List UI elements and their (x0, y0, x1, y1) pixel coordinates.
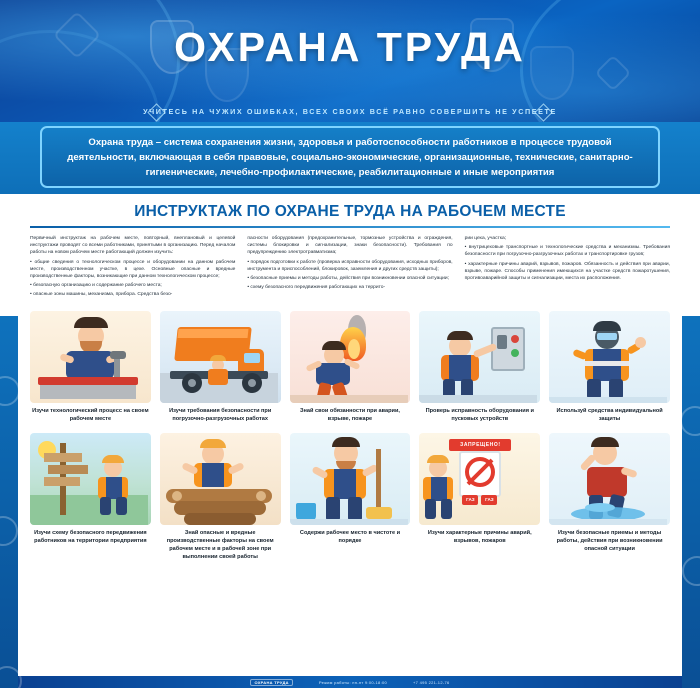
paragraph: рии цеха, участка; (464, 236, 507, 241)
decor-side-wave-2 (0, 516, 18, 546)
paragraph: • безопасные приемы и методы работы, действия при возникновении опасной ситуации; (247, 276, 449, 282)
spill-slip-hazard-icon (549, 433, 670, 525)
card-hazard-factors[interactable] (160, 433, 281, 561)
card-safe-methods[interactable] (549, 433, 670, 561)
card-caption: Изучи схему безопасного передвижения работников на территории предприятия (34, 529, 147, 544)
gas-prohibited-sign-icon: ЗАПРЕЩЕНО! ГАЗ ГАЗ (419, 433, 540, 525)
card-workbench[interactable] (30, 311, 151, 423)
decor-side-wave-3 (0, 666, 22, 696)
cards-row-1 (30, 311, 670, 423)
card-caption: Изучи безопасные приемы и методы работы, действия при возникновении опасной ситуации (556, 529, 663, 552)
worker-at-workbench-icon (30, 311, 151, 403)
poster-body (0, 194, 700, 688)
card-caption: Знай свои обязанности при аварии, взрыве, пожаре (300, 407, 400, 422)
definition-text: Охрана труда – система сохранения жизни, здоровья и работоспособности работников в процессе трудовой деятельности, включающая в себя правовые, социально-экономические, организационные, технические, санитарно-гигиенические, лечебно-профилактические, реабилитационные и иные мероприятия (40, 126, 660, 188)
card-caption: Изучи технологический процесс на своем рабочем месте (32, 407, 149, 422)
section-divider (30, 226, 670, 228)
header-subtitle: УЧИТЕСЬ НА ЧУЖИХ ОШИБКАХ, ВСЕХ СВОИХ ВСЁ РАВНО СОВЕРШИТЬ НЕ УСПЕЕТЕ (143, 107, 557, 116)
card-caption: Знай опасные и вредные производственные факторы на своем рабочем месте и в рабочей зоне при выполнении своей работы (166, 529, 274, 560)
paragraph: • порядок подготовки к работе (проверка исправности оборудования, исходных приборов, инструмента и приспособлений, блокировок, заземления и других средств защиты); (247, 259, 453, 272)
page-title: ОХРАНА ТРУДА (174, 24, 526, 70)
card-fire-emergency[interactable] (290, 311, 411, 423)
footer-logo: ОХРАНА ТРУДА (250, 679, 292, 686)
definition-band (0, 122, 700, 194)
instruction-column-3 (465, 235, 670, 301)
fire-running-worker-icon (290, 311, 411, 403)
decor-side-left (0, 316, 18, 688)
card-caption: Используй средства индивидуальной защиты (556, 407, 663, 422)
electric-panel-check-icon (419, 311, 540, 403)
card-caption: Изучи требования безопасности при погрузочно-разгрузочных работах (169, 407, 272, 422)
instruction-column-2 (247, 235, 452, 301)
decor-side-wave-1 (0, 376, 20, 406)
card-accident-causes[interactable] (419, 433, 540, 561)
decor-side-right (682, 316, 700, 688)
card-dump-truck[interactable] (160, 311, 281, 423)
footer-hours: Режим работы: пн-пт 9:00-18:00 (318, 679, 388, 685)
ppe-welder-icon (549, 311, 670, 403)
card-ppe[interactable] (549, 311, 670, 423)
card-equipment-check[interactable] (419, 311, 540, 423)
card-route-scheme[interactable] (30, 433, 151, 561)
decor-side-wave-5 (682, 556, 700, 586)
footer-phone: +7 495 221-12-76 (413, 679, 450, 685)
poster-header (0, 0, 700, 122)
dump-truck-icon (160, 311, 281, 403)
instruction-columns (30, 235, 670, 301)
paragraph: • внутрицеховые транспортные и технологические средства и механизмы. Требования безопасности при погрузочно-разгрузочных работах и транспортировке грузов; (464, 245, 670, 258)
card-caption: Изучи характерные причины аварий, взрывов, пожаров (427, 529, 532, 544)
card-keep-clean[interactable] (290, 433, 411, 561)
card-caption: Проверь исправность оборудования и пусковых устройств (425, 407, 534, 422)
cleaning-worker-icon (290, 433, 411, 525)
section-title: ИНСТРУКТАЖ ПО ОХРАНЕ ТРУДА НА РАБОЧЕМ МЕСТЕ (134, 203, 566, 220)
logs-hazard-icon (160, 433, 281, 525)
decor-side-wave-4 (680, 406, 700, 436)
paragraph: • общие сведения о технологическом процессе и оборудовании на данном рабочем месте, производственном участке, в цехе. Основные опасные и вредные производственные факторы, возникающие при данном технологическом процессе; (30, 259, 236, 280)
poster-footer (0, 676, 700, 688)
paragraph: • опасные зоны машины, механизма, прибора. Средства безо- (30, 292, 173, 298)
route-signpost-icon (30, 433, 151, 525)
paragraph: пасности оборудования (предохранительные, тормозные устройства и ограждения, системы блокировки и сигнализации, знаки безопасности). Требования по предупреждению электротравматизма; (247, 236, 453, 256)
paragraph: • безопасную организацию и содержание рабочего места; (30, 283, 162, 289)
paragraph: • схему безопасного передвижения работающих на террито- (247, 285, 386, 291)
cards-row-2 (30, 433, 670, 561)
paragraph: • характерные причины аварий, взрывов, пожаров. Обязанность и действия при аварии, взрыве, пожаре. Способы применения имеющихся на участке средств пожаротушения, противоаварийной защиты и сигнализации, места их расположения. (464, 261, 670, 282)
instruction-column-1 (30, 235, 235, 301)
card-caption: Содержи рабочее место в чистоте и порядке (299, 529, 401, 544)
paragraph: Первичный инструктаж на рабочем месте, повторный, внеплановый и целевой инструктажи проводят со всеми работниками, принятыми в организацию. Перед началом работы на новом рабочем месте работающий должен изучить: (30, 236, 236, 256)
